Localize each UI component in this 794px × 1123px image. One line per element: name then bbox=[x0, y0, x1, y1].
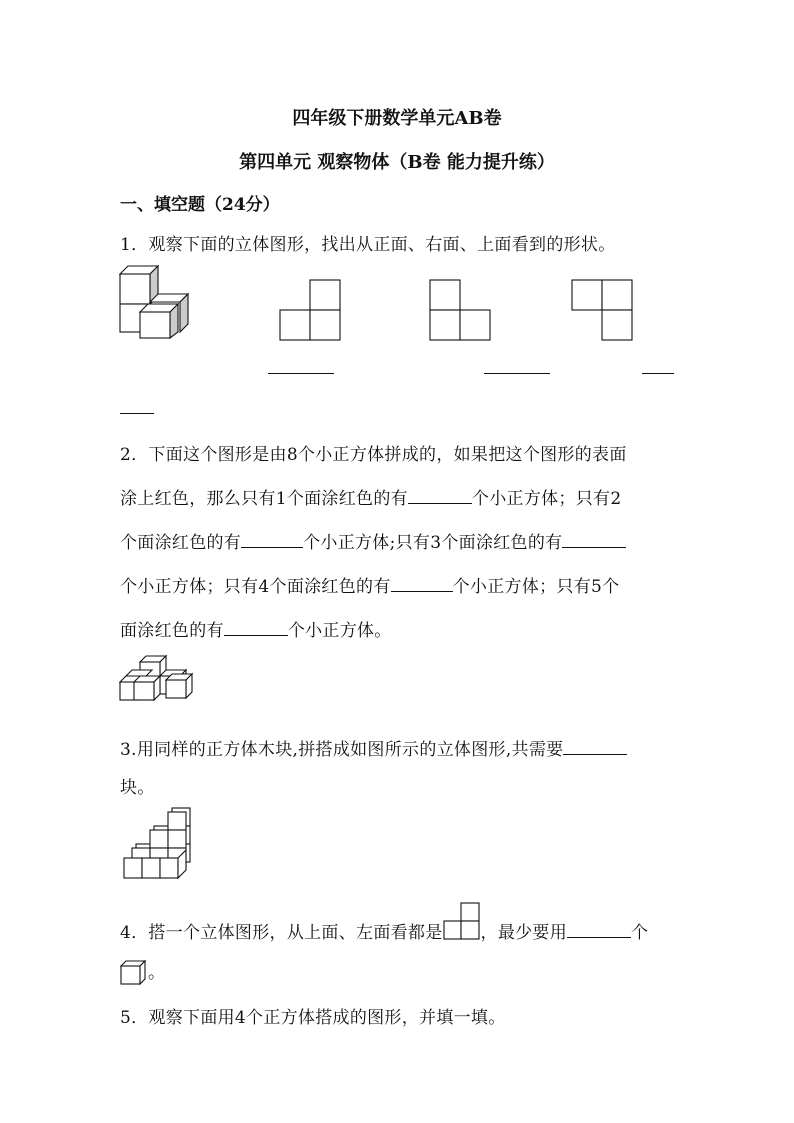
q2-blank-4[interactable] bbox=[391, 590, 453, 592]
q2-blank-3[interactable] bbox=[562, 546, 626, 548]
question-3-line-1 bbox=[120, 735, 627, 760]
question-2-line-4 bbox=[120, 572, 619, 597]
question-2-line-5 bbox=[120, 616, 392, 641]
q1-answer-blank-1[interactable] bbox=[268, 373, 334, 374]
q4-text: 。 bbox=[148, 963, 166, 983]
small-cube-icon bbox=[120, 962, 148, 982]
question-3-line-2: 块。 bbox=[120, 778, 155, 798]
q1-answer-blank-3b[interactable] bbox=[120, 413, 154, 414]
q2-blank-1[interactable] bbox=[408, 502, 472, 504]
section-heading: 一、填空题（24分） bbox=[120, 195, 280, 215]
q1-answer-blank-3a[interactable] bbox=[642, 373, 674, 374]
page-subtitle: 第四单元 观察物体（B卷 能力提升练） bbox=[239, 152, 555, 173]
q3-blank[interactable] bbox=[563, 753, 627, 755]
q2-text: 面涂红色的有 bbox=[120, 621, 224, 641]
q3-staircase-figure bbox=[124, 808, 194, 880]
q4-text: 个 bbox=[631, 923, 649, 943]
q4-blank[interactable] bbox=[567, 936, 631, 938]
question-1-text: 1．观察下面的立体图形，找出从正面、右面、上面看到的形状。 bbox=[120, 235, 616, 255]
q2-cube-figure bbox=[120, 652, 196, 700]
q1-view-option-2 bbox=[430, 280, 492, 342]
q1-answer-blank-2[interactable] bbox=[484, 373, 550, 374]
question-2-line-2 bbox=[120, 484, 621, 509]
q4-text: ，最少要用 bbox=[480, 923, 568, 943]
q2-text: 个小正方体;只有3个面涂红色的有 bbox=[303, 533, 563, 553]
q1-view-option-1 bbox=[280, 280, 342, 342]
question-4-line-1 bbox=[120, 918, 648, 943]
q1-view-option-3 bbox=[572, 280, 634, 342]
q2-text: 个小正方体；只有4个面涂红色的有 bbox=[120, 577, 391, 597]
question-5-text: 5．观察下面用4个正方体搭成的图形，并填一填。 bbox=[120, 1008, 506, 1028]
q1-solid-figure bbox=[120, 266, 192, 338]
question-2-line-1: 2．下面这个图形是由8个小正方体拼成的，如果把这个图形的表面 bbox=[120, 445, 627, 465]
question-4-line-2 bbox=[120, 958, 165, 983]
q4-view-shape bbox=[443, 922, 481, 940]
q3-text: 3.用同样的正方体木块,拼搭成如图所示的立体图形,共需要 bbox=[120, 740, 564, 760]
q2-blank-5[interactable] bbox=[224, 634, 288, 636]
q2-text: 个小正方体。 bbox=[287, 621, 392, 641]
q2-text: 涂上红色，那么只有1个面涂红色的有 bbox=[120, 489, 408, 509]
q4-text: 4．搭一个立体图形，从上面、左面看都是 bbox=[120, 923, 443, 943]
question-2-line-3 bbox=[120, 528, 626, 553]
q2-text: 个小正方体；只有2 bbox=[471, 489, 622, 509]
q2-blank-2[interactable] bbox=[241, 546, 303, 548]
q2-text: 个小正方体；只有5个 bbox=[452, 577, 620, 597]
q2-text: 个面涂红色的有 bbox=[120, 533, 242, 553]
page-title: 四年级下册数学单元AB卷 bbox=[292, 108, 502, 129]
